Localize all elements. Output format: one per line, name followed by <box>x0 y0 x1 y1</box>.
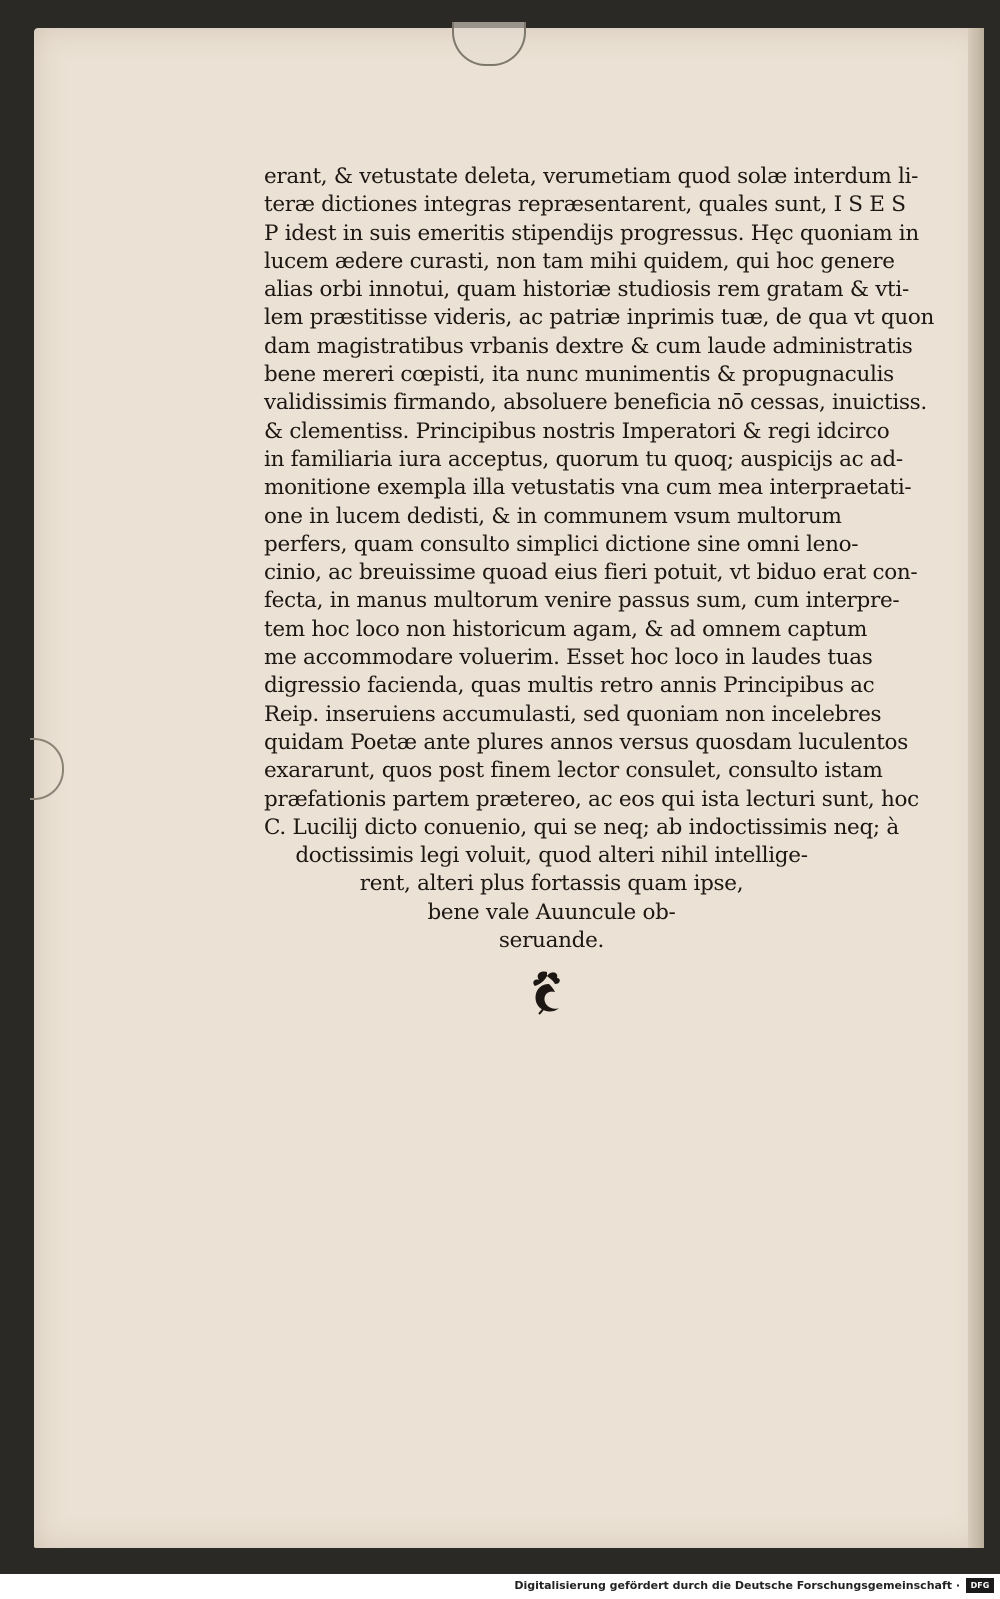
text-line: alias orbi innotui, quam historiæ studiosis rem gratam & vti- <box>264 277 909 303</box>
text-line: fecta, in manus multorum venire passus sum, cum interpre- <box>264 588 900 614</box>
closing-line: doctissimis legi voluit, quod alteri nihil intellige- <box>295 843 808 869</box>
text-line: in familiaria iura acceptus, quorum tu quoq; auspicijs ac ad- <box>264 446 903 472</box>
text-line: one in lucem dedisti, & in communem vsum multorum <box>264 503 842 529</box>
text-line: erant, & vetustate deleta, verumetiam quod solæ interdum li- <box>264 164 919 189</box>
text-line: P idest in suis emeritis stipendijs progressus. Hęc quoniam in <box>264 220 919 246</box>
text-line: digressio facienda, quas multis retro annis Principibus ac <box>264 673 875 699</box>
text-line: C. Lucilij dicto conuenio, qui se neq; ab indoctissimis neq; à <box>264 814 899 840</box>
text-line: lucem ædere curasti, non tam mihi quidem, qui hoc genere <box>264 248 895 274</box>
funding-credit: Digitalisierung gefördert durch die Deutsche Forschungsgemeinschaft · <box>514 1579 960 1592</box>
leaf-ornament-icon <box>527 968 567 1016</box>
closing-line: bene vale Auuncule ob- <box>427 899 676 925</box>
text-line: validissimis firmando, absoluere beneficia nō cessas, inuictiss. <box>264 390 927 416</box>
text-line: perfers, quam consulto simplici dictione sine omni leno- <box>264 531 859 557</box>
text-line: cinio, ac breuissime quoad eius fieri potuit, vt biduo erat con- <box>264 560 918 586</box>
main-text <box>264 163 935 955</box>
text-line: dam magistratibus vrbanis dextre & cum laude administratis <box>264 333 913 359</box>
text-line: quidam Poetæ ante plures annos versus quosdam luculentos <box>264 729 908 755</box>
text-line: tem hoc loco non historicum agam, & ad omnem captum <box>264 616 868 642</box>
closing-line: rent, alteri plus fortassis quam ipse, <box>359 871 744 897</box>
text-line: teræ dictiones integras repræsentarent, quales sunt, I S E S <box>264 192 906 218</box>
closing-line: seruande. <box>498 928 605 954</box>
text-line: me accommodare voluerim. Esset hoc loco in laudes tuas <box>264 645 873 671</box>
text-line: lem præstitisse videris, ac patriæ inprimis tuæ, de qua vt quon <box>264 305 935 331</box>
footer-bar <box>0 1574 1000 1599</box>
text-line: exararunt, quos post finem lector consulet, consulto istam <box>264 758 883 784</box>
text-line: præfationis partem prætereo, ac eos qui ista lecturi sunt, hoc <box>264 786 919 812</box>
text-line: bene mereri cœpisti, ita nunc munimentis & propugnaculis <box>264 362 894 388</box>
dfg-logo: DFG <box>966 1578 994 1593</box>
text-line: monitione exempla illa vetustatis vna cum mea interpraetati- <box>264 475 912 501</box>
text-line: Reip. inseruiens accumulasti, sed quoniam non incelebres <box>264 701 882 727</box>
page-edge <box>968 28 984 1548</box>
text-line: & clementiss. Principibus nostris Imperatori & regi idcirco <box>264 418 890 444</box>
